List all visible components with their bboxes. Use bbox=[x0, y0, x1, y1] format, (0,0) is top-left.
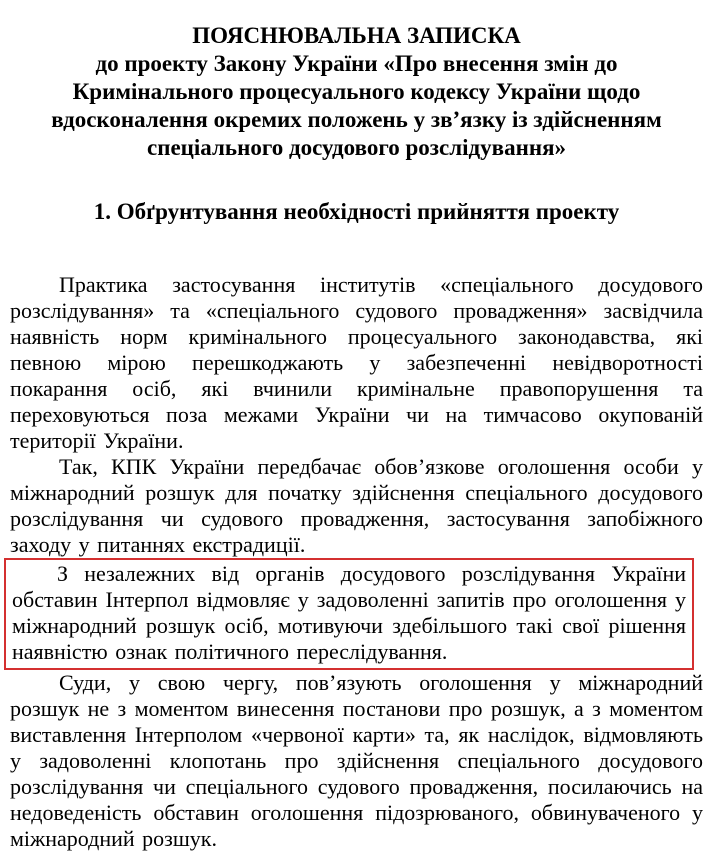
section-heading: 1. Обґрунтування необхідності прийняття проекту bbox=[93, 199, 620, 224]
document-title-line: вдосконалення окремих положень у зв’язку із здійсненням bbox=[51, 107, 662, 132]
document-title-line: Кримінального процесуального кодексу України щодо bbox=[72, 79, 641, 104]
paragraph-kpk: Так, КПК України передбачає обов’язкове оголошення особи у міжнародний розшук для початку здійснення спеціального досудового розслідування чи судового провадження, застосування запобіжного заходу у питаннях екстрадиції. bbox=[10, 454, 703, 557]
document-title bbox=[10, 22, 703, 162]
document-title-line: спеціального досудового розслідування» bbox=[146, 135, 567, 160]
highlight-box bbox=[4, 558, 694, 670]
document-title-line: до проекту Закону України «Про внесення змін до bbox=[95, 51, 618, 76]
paragraph-interpol-highlighted: З незалежних від органів досудового розслідування України обставин Інтерпол відмовляє у задоволенні запитів про оголошення у міжнародний розшук осіб, мотивуючи здебільшого такі свої рішення наявністю ознак політичного переслідування. bbox=[12, 561, 686, 664]
paragraph-courts: Суди, у свою чергу, пов’язують оголошення у міжнародний розшук не з моментом винесення постанови про розшук, а з моментом виставлення Інтерполом «червоної карти» та, як наслідок, відмовляють у задоволенні клопотань про здійснення спеціального досудового розслідування чи спеціального судового провадження, посилаючись на недоведеність обставин оголошення підозрюваного, обвинуваченого у міжнародний розшук. bbox=[10, 670, 703, 851]
document-title-line: ПОЯСНЮВАЛЬНА ЗАПИСКА bbox=[192, 23, 521, 48]
paragraph-practice: Практика застосування інститутів «спеціального досудового розслідування» та «спеціального судового провадження» засвідчила наявність норм кримінального процесуального законодавства, які певною мірою перешкоджають у забезпеченні невідворотності покарання осіб, які вчинили кримінальне правопорушення та переховуються поза межами України чи на тимчасово окупованій території України. bbox=[10, 272, 703, 453]
